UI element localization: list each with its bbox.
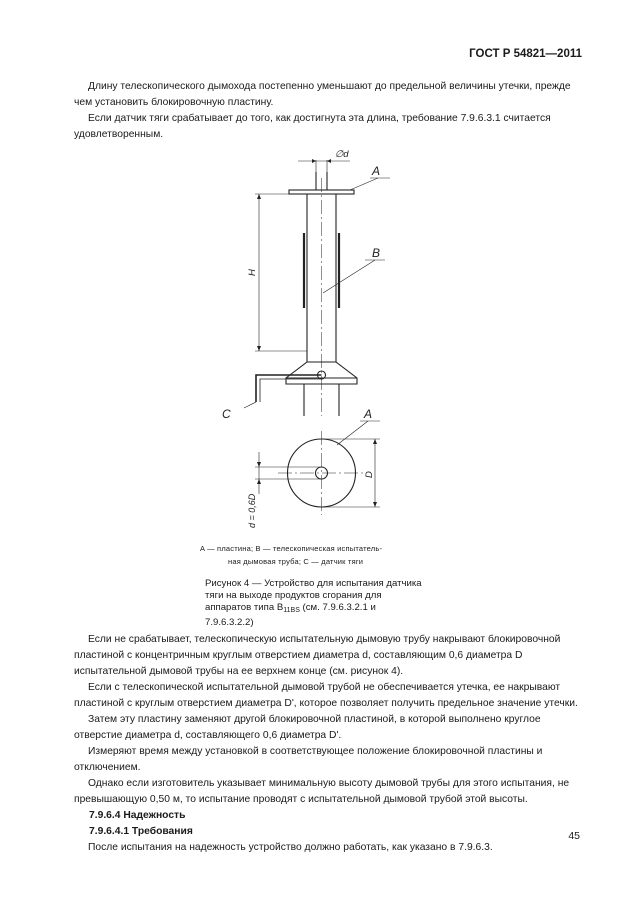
figure-legend xyxy=(200,542,428,568)
telescopic-chimney xyxy=(304,178,339,416)
diameter-d-dimension xyxy=(298,159,350,172)
caption-main: Рисунок 4 — Устройство для испытания датчика тяги на выходе продуктов сгорания для аппаратов типа B xyxy=(205,578,422,613)
draught-sensor xyxy=(244,375,322,408)
plan-leader-line xyxy=(337,421,368,445)
label-a-top: A xyxy=(372,164,381,178)
standard-number: ГОСТ Р 54821—2011 xyxy=(469,48,582,60)
body-paragraph-1: Если не срабатывает, телескопическую испытательную дымовую трубу накрывают блокировочной пластиной с концентричным круглым отверстием диаметра d, составляющим 0,6 диаметра D испытательной дымовой трубы на ее верхнем конце (см. рисунок 4). xyxy=(74,634,561,677)
figure-4-drawing xyxy=(200,148,440,538)
section-heading-requirements: 7.9.6.4.1 Требования xyxy=(89,826,193,837)
plate-plan-view xyxy=(278,431,365,515)
plate-leader-line xyxy=(350,178,378,190)
body-paragraph-4: Измеряют время между установкой в соответствующее положение блокировочной пластины и отключением. xyxy=(74,746,543,773)
pipe-leader-line xyxy=(323,260,375,293)
body-paragraph-3: Затем эту пластину заменяют другой блокировочной пластиной, в которой выполнено круглое отверстие диаметра d, составляющего 0,6 диаметра D'. xyxy=(74,714,541,741)
caption-subscript: 11BS xyxy=(283,607,300,614)
label-small-d: d = 0,6D xyxy=(247,493,257,528)
legend-line-2: ная дымовая труба; C — датчик тяги xyxy=(228,557,364,566)
label-h: H xyxy=(247,269,258,276)
diameter-d-label: ∅d xyxy=(335,149,349,160)
intro-paragraph-1: Длину телескопического дымохода постепенно уменьшают до предельной величины утечки, прежде чем установить блокировочную пластину. xyxy=(74,81,571,108)
body-paragraph-2: Если с телескопической испытательной дымовой трубой не обеспечивается утечка, ее накрывают пластиной с круглым отверстием диаметра D', которое позволяет получить предельное значение утечки. xyxy=(74,682,578,709)
intro-paragraph-2: Если датчик тяги срабатывает до того, как достигнута эта длина, требование 7.9.6.3.1 считается удовлетворенным. xyxy=(74,113,551,140)
label-c: C xyxy=(222,407,231,421)
page-number: 45 xyxy=(568,830,580,842)
body-paragraph-5: Однако если изготовитель указывает минимальную высоту дымовой трубы для этого испытания, не превышающую 0,50 м, то испытание проводят с испытательной дымовой трубой этой высоты. xyxy=(74,778,570,805)
legend-line-1: A — пластина; B — телескопическая испытатель- xyxy=(200,544,383,553)
section-heading-reliability: 7.9.6.4 Надежность xyxy=(89,810,186,821)
label-b: B xyxy=(372,246,381,260)
height-h-dimension xyxy=(255,194,307,351)
section-paragraph: После испытания на надежность устройство должно работать, как указано в 7.9.6.3. xyxy=(88,842,493,853)
figure-caption xyxy=(205,578,425,629)
label-a-bottom: A xyxy=(364,407,373,421)
label-big-d: D xyxy=(364,471,375,478)
caption-tail: (см. 7.9.6.3.2.1 и 7.9.6.3.2.2) xyxy=(205,602,376,628)
